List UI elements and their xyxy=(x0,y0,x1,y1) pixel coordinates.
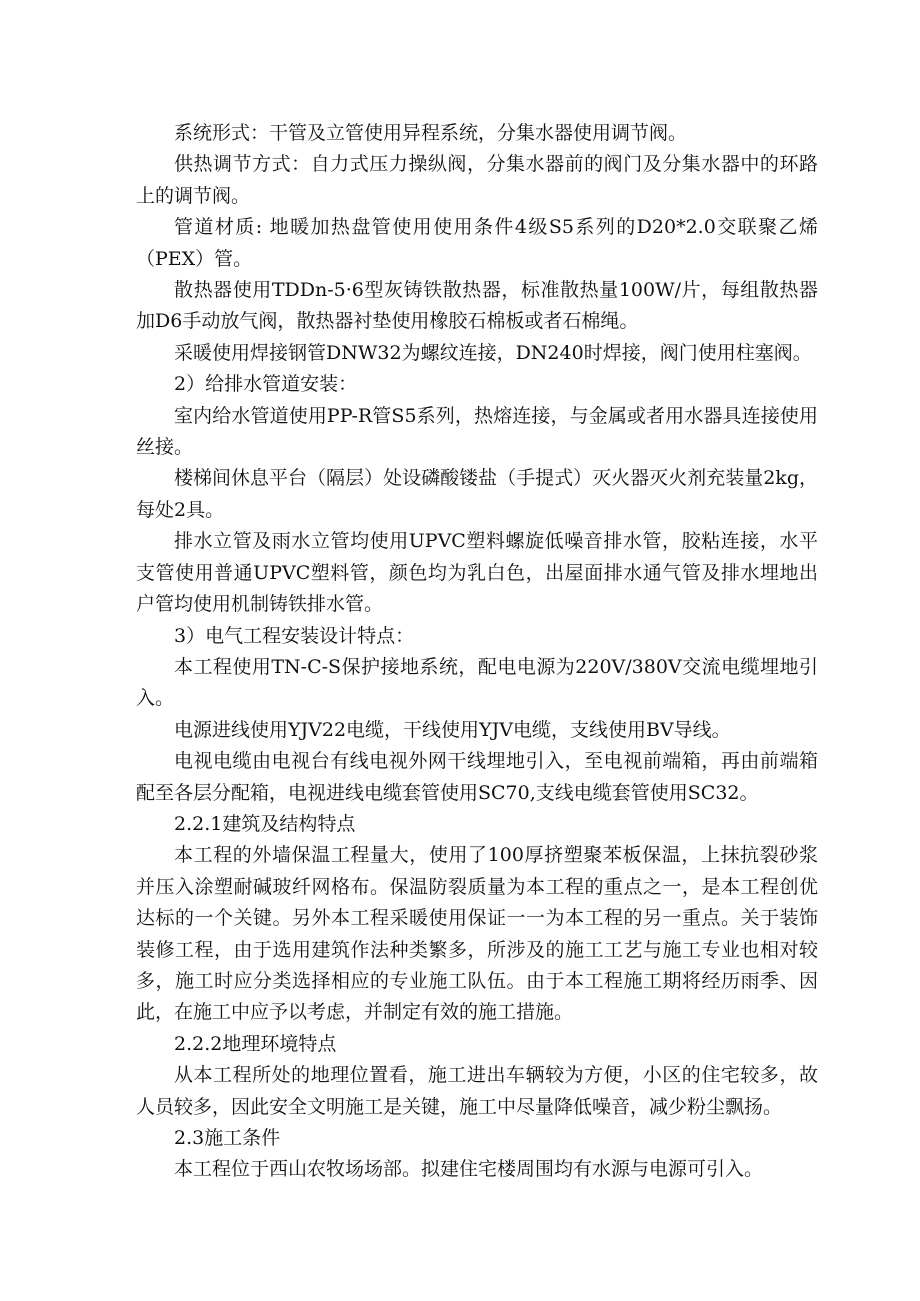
heading-2-2-2: 2.2.2地理环境特点 xyxy=(174,1032,337,1055)
paragraph-pipe-material: 管道材质: 地暖加热盘管使用使用条件4级S5系列的D20*2.0交联聚乙烯（PEX）管。 xyxy=(136,216,818,270)
paragraph-system-form: 系统形式：干管及立管使用异程系统，分集水器使用调节阀。 xyxy=(174,122,688,144)
paragraph-water-supply: 室内给水管道使用PP-R管S5系列，热熔连接，与金属或者用水器具连接使用丝接。 xyxy=(136,404,818,459)
paragraph-building-structure: 本工程的外墙保温工程量大，使用了100厚挤塑聚苯板保温，上抹抗裂砂浆并压入涂塑耐碱玻纤网格布。保温防裂质量为本工程的重点之一，是本工程创优达标的一个关键。另外本工程采暖使用保证一一为本工程的另一重点。关于装饰装修工程，由于选用建筑作法种类繁多，所涉及的施工工艺与施工专业也相对较多，施工时应分类选择相应的专业施工队伍。由于本工程施工期将经历雨季、因此，在施工中应予以考虑，并制定有效的施工措施。 xyxy=(136,844,818,1024)
paragraph-drainage: 排水立管及雨水立管均使用UPVC塑料螺旋低噪音排水管，胶粘连接，水平支管使用普通UPVC塑料管，颜色均为乳白色，出屋面排水通气管及排水埋地出户管均使用机制铸铁排水管。 xyxy=(136,530,818,616)
heading-plumbing: 2）给排水管道安装： xyxy=(174,373,358,396)
paragraph-heating-regulation: 供热调节方式：自力式压力操纵阀，分集水器前的阀门及分集水器中的环路上的调节阀。 xyxy=(136,153,818,207)
paragraph-radiator: 散热器使用TDDn-5·6型灰铸铁散热器，标准散热量100W/片，每组散热器加D6手动放气阀，散热器衬垫使用橡胶石棉板或者石棉绳。 xyxy=(136,279,818,333)
paragraph-construction-conditions: 本工程位于西山农牧场场部。拟建住宅楼周围均有水源与电源可引入。 xyxy=(174,1158,764,1181)
heading-2-3: 2.3施工条件 xyxy=(174,1127,281,1149)
paragraph-grounding: 本工程使用TN-C-S保护接地系统，配电电源为220V/380V交流电缆埋地引入。 xyxy=(136,655,818,710)
paragraph-fire-extinguisher: 楼梯间休息平台（隔层）处设磷酸镂盐（手提式）灭火器灭火剂充装量2kg，每处2具。 xyxy=(136,467,818,521)
paragraph-tv-cable: 电视电缆由电视台有线电视外网干线埋地引入，至电视前端箱，再由前端箱配至各层分配箱，电视进线电缆套管使用SC70,支线电缆套管使用SC32。 xyxy=(136,750,818,804)
paragraph-heating-pipe: 采暖使用焊接钢管DNW32为螺纹连接，DN240时焊接，阀门使用柱塞阀。 xyxy=(174,341,812,364)
document-body xyxy=(136,118,818,1186)
paragraph-geography: 从本工程所处的地理位置看，施工进出车辆较为方便，小区的住宅较多，故人员较多，因此安全文明施工是关键，施工中尽量降低噪音，减少粉尘飘扬。 xyxy=(136,1064,818,1118)
heading-electrical: 3）电气工程安装设计特点： xyxy=(174,624,415,647)
heading-2-2-1: 2.2.1建筑及结构特点 xyxy=(174,812,356,835)
paragraph-power-cable: 电源进线使用YJV22电缆，干线使用YJV电缆，支线使用BV导线。 xyxy=(174,718,731,741)
